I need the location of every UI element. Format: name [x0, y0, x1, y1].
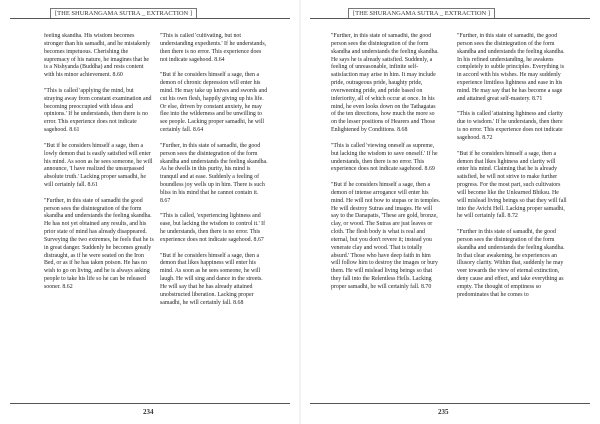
paragraph: "This is called 'viewing oneself as supreme, but lacking the wisdom to save oneself.' If he understands, then there is no error. This experience does not indicate sagehood. 8.69 — [331, 142, 438, 173]
header-rule — [310, 18, 590, 19]
page-number: 235 — [438, 408, 449, 416]
paragraph: "Further, in this state of samadhi, the good person sees the disintegration of the form skandha and understands the feeling skandha. He says he is already satisfied. Suddenly, a feeling of unreasonable, infinite self-satisfaction may arise in him. It may include pride, outrageous pride, haughty pride, overweening pride, and pride based on inferiority, all of which occur at once. In his mind, he even looks down on the Tathagatas of the ten directions, how much the more so on the lesser positions of Hearers and Those Enlightened by Conditions. 8.68 — [331, 33, 439, 134]
paragraph: "Further, in this state of samadhi, the good person sees the disintegration of the form skandha and understands the feeling skandha. In his refined understanding, he awakens completely to subtle principles. Everything is in accord with his wishes. He may suddenly experience limitless lightness and ease in his mind. He may say that he has become a sage and attained great self-mastery. 8.71 — [457, 33, 565, 102]
text-column-2 — [160, 33, 270, 398]
paragraph: "But if he considers himself a sage, then a demon of intense arrogance will enter his mind. He will not bow to stupas or in temples. He will destroy Sutras and images. He will say to the Danapatis, 'These are gold, bronze, clay, or wood. The Sutras are just leaves or cloth. The flesh body is what is real and eternal, but you don't revere it; instead you venerate clay and wood. That is totally absurd.' Those who have deep faith in him will follow him to destroy the images or bury them. He will mislead living beings so that they fall into the Relentless Hells. Lacking proper samadhi, he will certainly fall. 8.70 — [331, 182, 441, 290]
paragraph: "This is called 'attaining lightness and clarity due to wisdom.' If he understands, then there is no error. This experience does not indicate sagehood. 8.72 — [457, 111, 563, 141]
paragraph: "This is called, 'experiencing lightness and ease, but lacking the wisdom to control it.' If he understands, then there is no error. This experience does not indicate sagehood. 8.67 — [160, 213, 266, 243]
header-title: [THE SHURANGAMA SUTRA _ EXTRACTION ] — [348, 8, 495, 18]
paragraph: "But if he considers himself a sage, then a demon of chronic depression will enter his mind. He may take up knives and swords and cut his own flesh, happily giving up his life. Or else, driven by constant anxiety, he may flee into the wilderness and be unwilling to see people. Lacking proper samadhi, he will certainly fall. 8.64 — [160, 72, 268, 134]
text-column-1 — [44, 33, 154, 398]
header-title: [THE SHURANGAMA SUTRA _ EXTRACTION ] — [50, 8, 197, 18]
paragraph: "But if he considers himself a sage, then a lowly demon that is easily satisfied will enter his mind. As soon as he sees someone, he will announce, 'I have realized the unsurpassed absolute truth.' Lacking proper samadhi, he will certainly fall. 8.61 — [44, 142, 153, 189]
text-column-2 — [457, 33, 567, 398]
paragraph: "This is called 'cultivating, but not understanding expedients.' If he understands, then there is no error. This experience does not indicate sagehood. 8.64 — [160, 33, 267, 63]
header-rule — [10, 18, 290, 19]
paragraph: "But if he considers himself a sage, then a demon that likes happiness will enter his mind. As soon as he sees someone, he will laugh. He will sing and dance in the streets. He will say that he has already attained unobstructed liberation. Lacking proper samadhi, he will certainly fall. 8.68 — [160, 252, 263, 306]
paragraph: "Further, in this state of samadhi, the good person sees the disintegration of the form skandha and understands the feeling skandha. As he dwells in this purity, his mind is tranquil and at ease. Suddenly a feeling of boundless joy wells up in him. There is such bliss in his mind that he cannot contain it. 8.67 — [160, 142, 268, 204]
footer-rule — [10, 403, 290, 404]
paragraph: feeling skandha. His wisdom becomes stronger than his samadhi, and he mistakenly becomes impetuous. Cherishing the supremacy of his nature, he imagines that he is a Nishyanda (Buddha) and rests content with his minor achievement. 8.60 — [44, 33, 151, 79]
text-column-1 — [331, 33, 441, 398]
running-header — [10, 8, 290, 20]
paragraph: "Further in this state of samadhi, the good person sees the disintegration of the form skandha and understands the feeling skandha. In that clear awakening, he experiences an illusory clarity. Within that, suddenly he may veer towards the view of eternal extinction, deny cause and effect, and take everything as empty. The thought of emptiness so predominates that he comes to — [457, 229, 565, 298]
right-page — [300, 0, 600, 424]
paragraph: "Further, in this state of samadhi the good person sees the disintegration of the form skandha and understands the feeling skandha. He has not yet obtained any results, and his prior state of mind has already disappeared. Surveying the two extremes, he feels that he is in great danger. Suddenly he becomes greatly distraught, as if he were seated on the Iron Bed, or as if he has taken poison. He has no wish to go on living, and he is always asking people to take his life so he can be released sooner. 8.62 — [44, 197, 154, 290]
footer-rule — [310, 403, 590, 404]
running-header — [310, 8, 590, 20]
paragraph: "This is called 'applying the mind, but straying away from constant examination and becoming preoccupied with ideas and opinions.' If he understands, then there is no error. This experience does not indicate sagehood. 8.61 — [44, 87, 152, 134]
page-number: 234 — [143, 408, 154, 416]
paragraph: "But if he considers himself a sage, then a demon that likes lightness and clarity will enter his mind. Claiming that he is already satisfied, he will not strive to make further progress. For the most part, such cultivators will become like the Unlearned Bhiksu. He will mislead living beings so that they will fall into the Avichi Hell. Lacking proper samadhi, he will certainly fall. 8.72 — [457, 150, 567, 220]
